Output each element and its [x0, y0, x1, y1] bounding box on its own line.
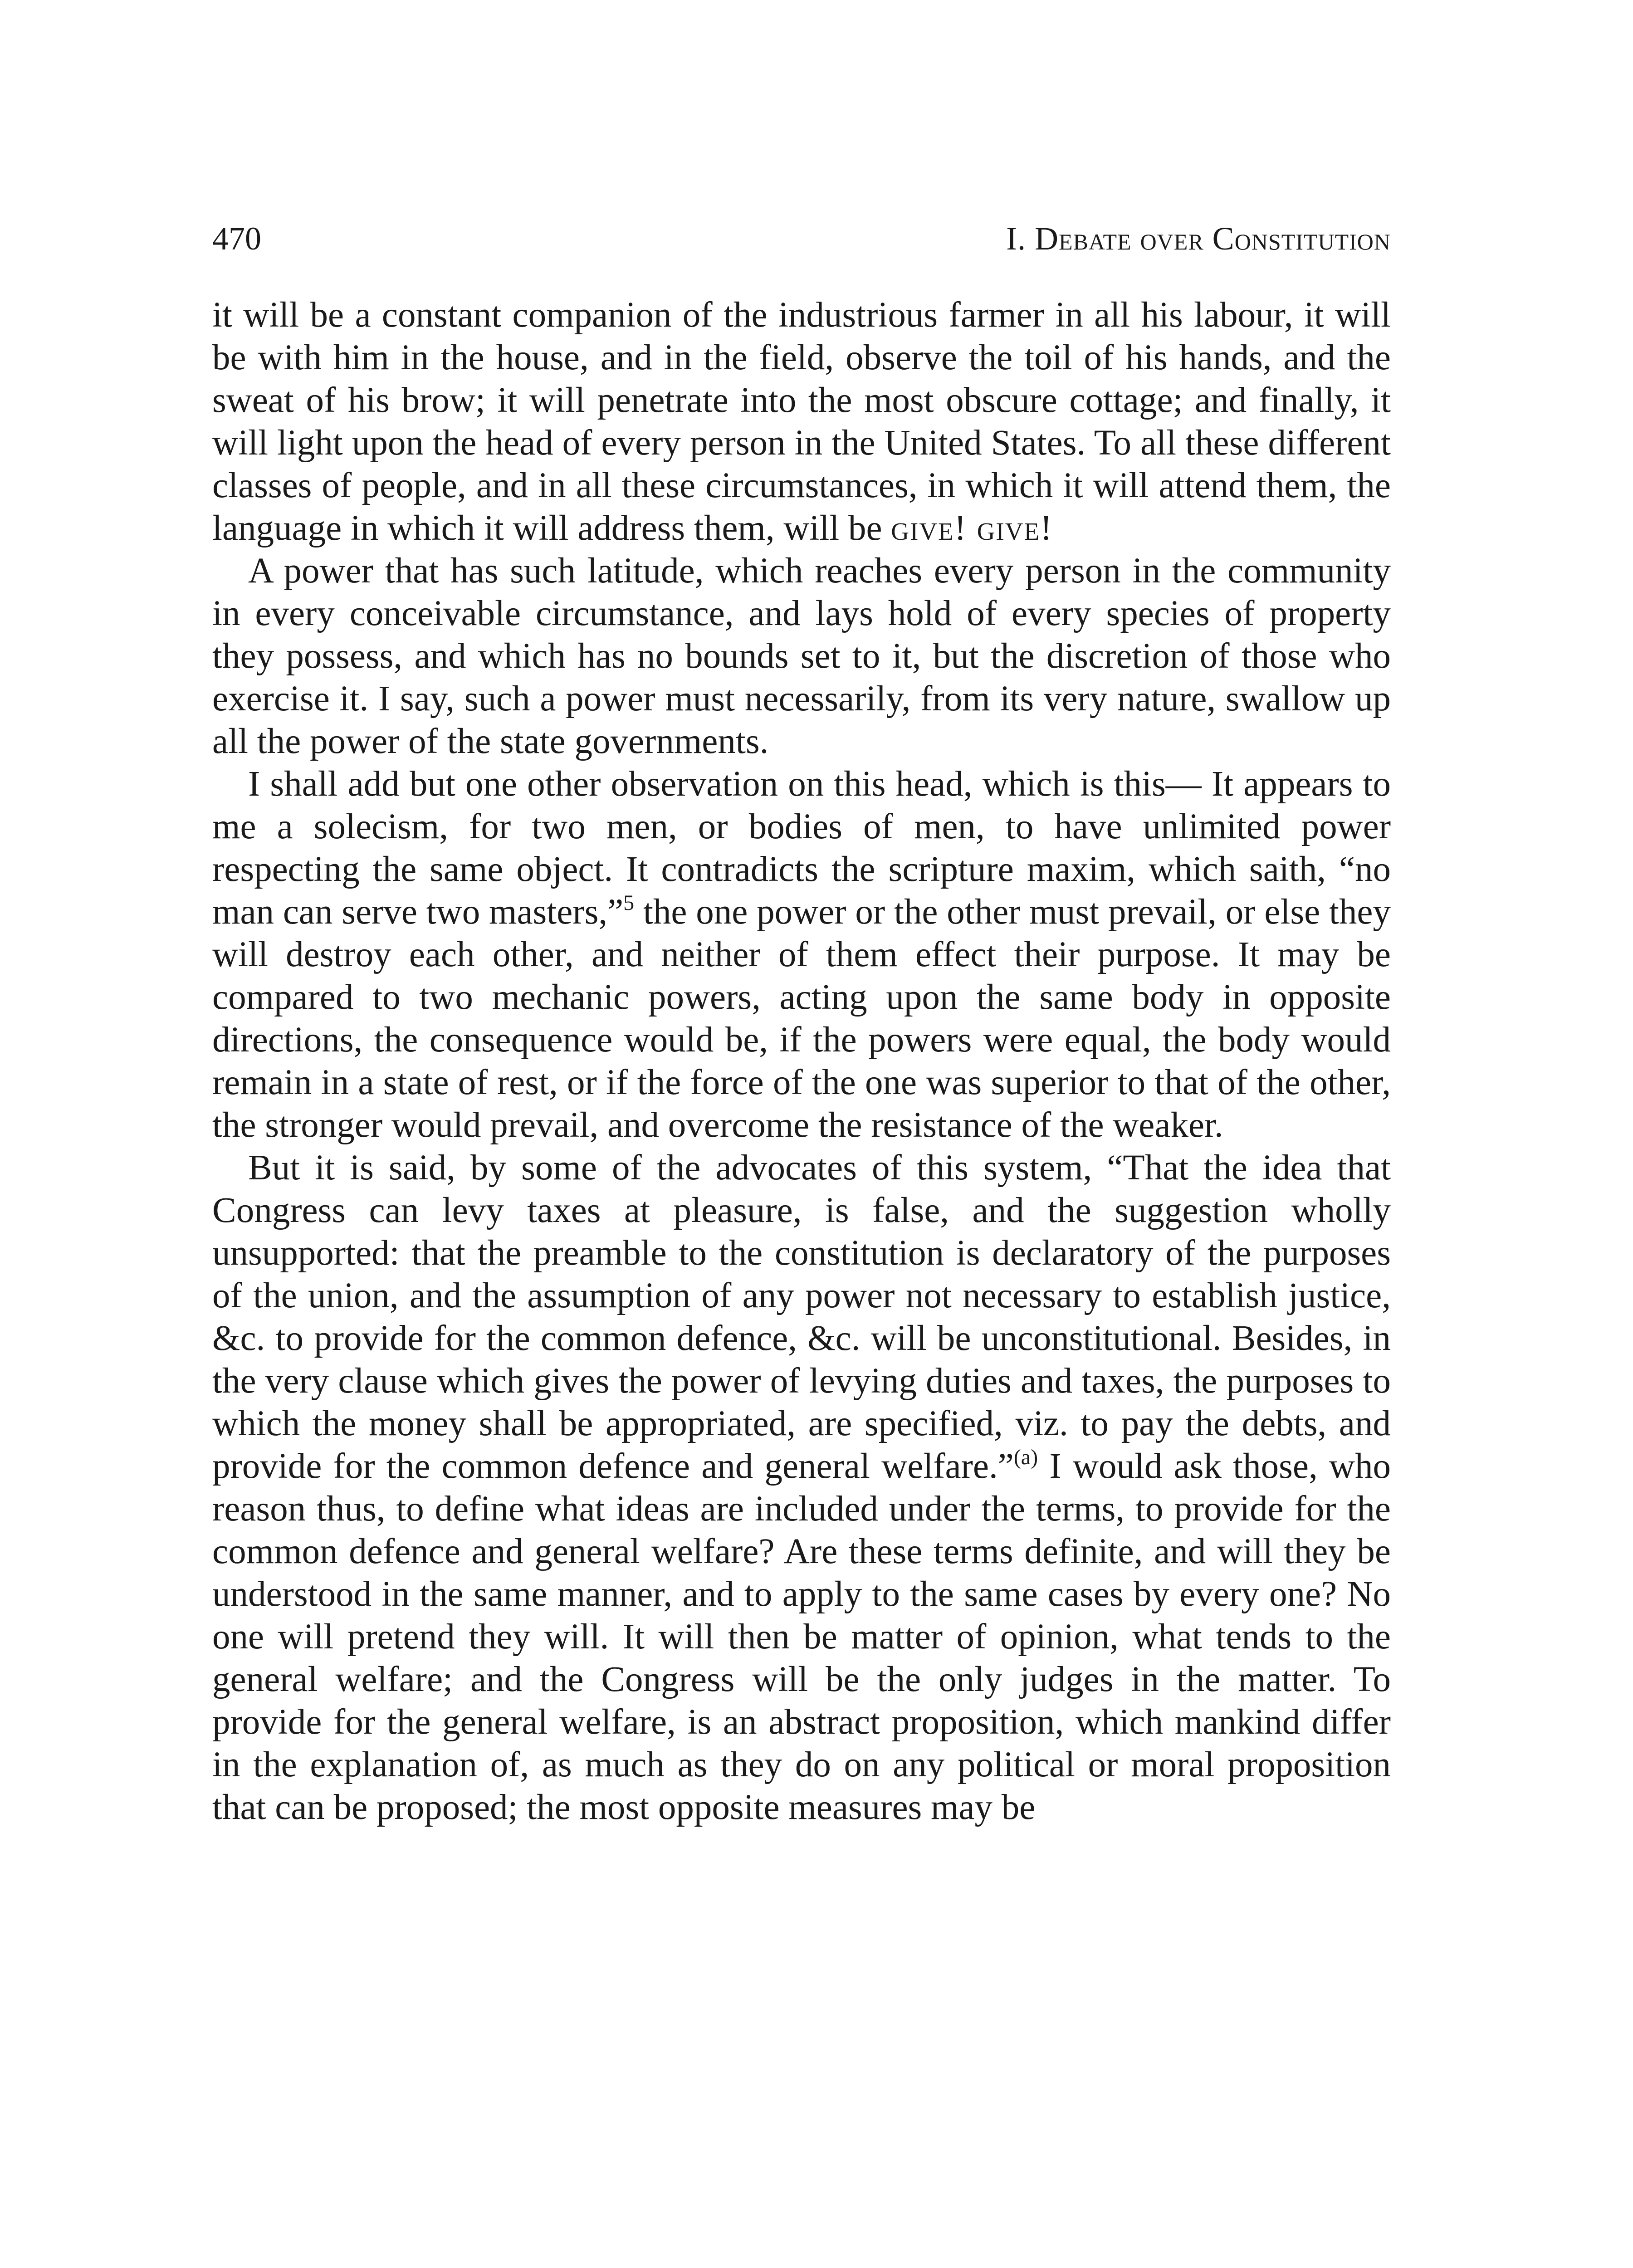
- body-text: [212, 294, 1391, 1829]
- paragraph-3: [212, 763, 1391, 1147]
- running-title: I. Debate over Constitution: [1006, 220, 1391, 257]
- give-give-emphasis: give! give!: [891, 508, 1053, 548]
- paragraph-3-text-before: I shall add but one other observation on this head, which is this— It appears to me a solecism, for two men, or bodies of men, to have unlimited power respecting the same object. It contradicts the scripture maxim, which saith, “no man can serve two masters,”: [212, 764, 1391, 932]
- paragraph-2: [212, 550, 1391, 763]
- page-number: 470: [212, 220, 261, 257]
- paragraph-1: [212, 294, 1391, 550]
- document-page: [212, 222, 1391, 1829]
- footnote-ref-a: (a): [1013, 1445, 1038, 1469]
- paragraph-3-text-after: the one power or the other must prevail, or else they will destroy each other, and neither of them effect their purpose. It may be compared to two mechanic powers, acting upon the same body in opposite directions, the consequence would be, if the powers were equal, the body would remain in a state of rest, or if the force of the one was superior to that of the other, the stronger would prevail, and overcome the resistance of the weaker.: [212, 892, 1391, 1145]
- paragraph-4-text-after: I would ask those, who reason thus, to define what ideas are included under the terms, to provide for the common defence and general welfare? Are these terms definite, and will they be understood in the same manner, and to apply to the same cases by every one? No one will pretend they will. It will then be matter of opinion, what tends to the general welfare; and the Congress will be the only judges in the matter. To provide for the general welfare, is an abstract proposition, which mankind differ in the explanation of, as much as they do on any political or moral proposition that can be proposed; the most opposite measures may be: [212, 1447, 1391, 1827]
- paragraph-4-text-before: But it is said, by some of the advocates of this system, “That the idea that Congress can levy taxes at pleasure, is false, and the suggestion wholly unsupported: that the preamble to the constitution is declaratory of the purposes of the union, and the assumption of any power not necessary to establish justice, &c. to provide for the common defence, &c. will be unconstitutional. Besides, in the very clause which gives the power of levying duties and taxes, the purposes to which the money shall be appropriated, are specified, viz. to pay the debts, and provide for the common defence and general welfare.”: [212, 1148, 1391, 1486]
- running-head: [212, 222, 1391, 255]
- paragraph-2-text: A power that has such latitude, which reaches every person in the community in every conceivable circumstance, and lays hold of every species of property they possess, and which has no bounds set to it, but the discretion of those who exercise it. I say, such a power must necessarily, from its very nature, swallow up all the power of the state governments.: [212, 551, 1391, 761]
- paragraph-4: [212, 1147, 1391, 1829]
- footnote-ref-5: 5: [623, 891, 635, 915]
- paragraph-1-text: it will be a constant companion of the industrious farmer in all his labour, it will be with him in the house, and in the field, observe the toil of his hands, and the sweat of his brow; it will penetrate into the most obscure cottage; and finally, it will light upon the head of every person in the United States. To all these different classes of people, and in all these circumstances, in which it will attend them, the language in which it will address them, will be: [212, 295, 1391, 548]
